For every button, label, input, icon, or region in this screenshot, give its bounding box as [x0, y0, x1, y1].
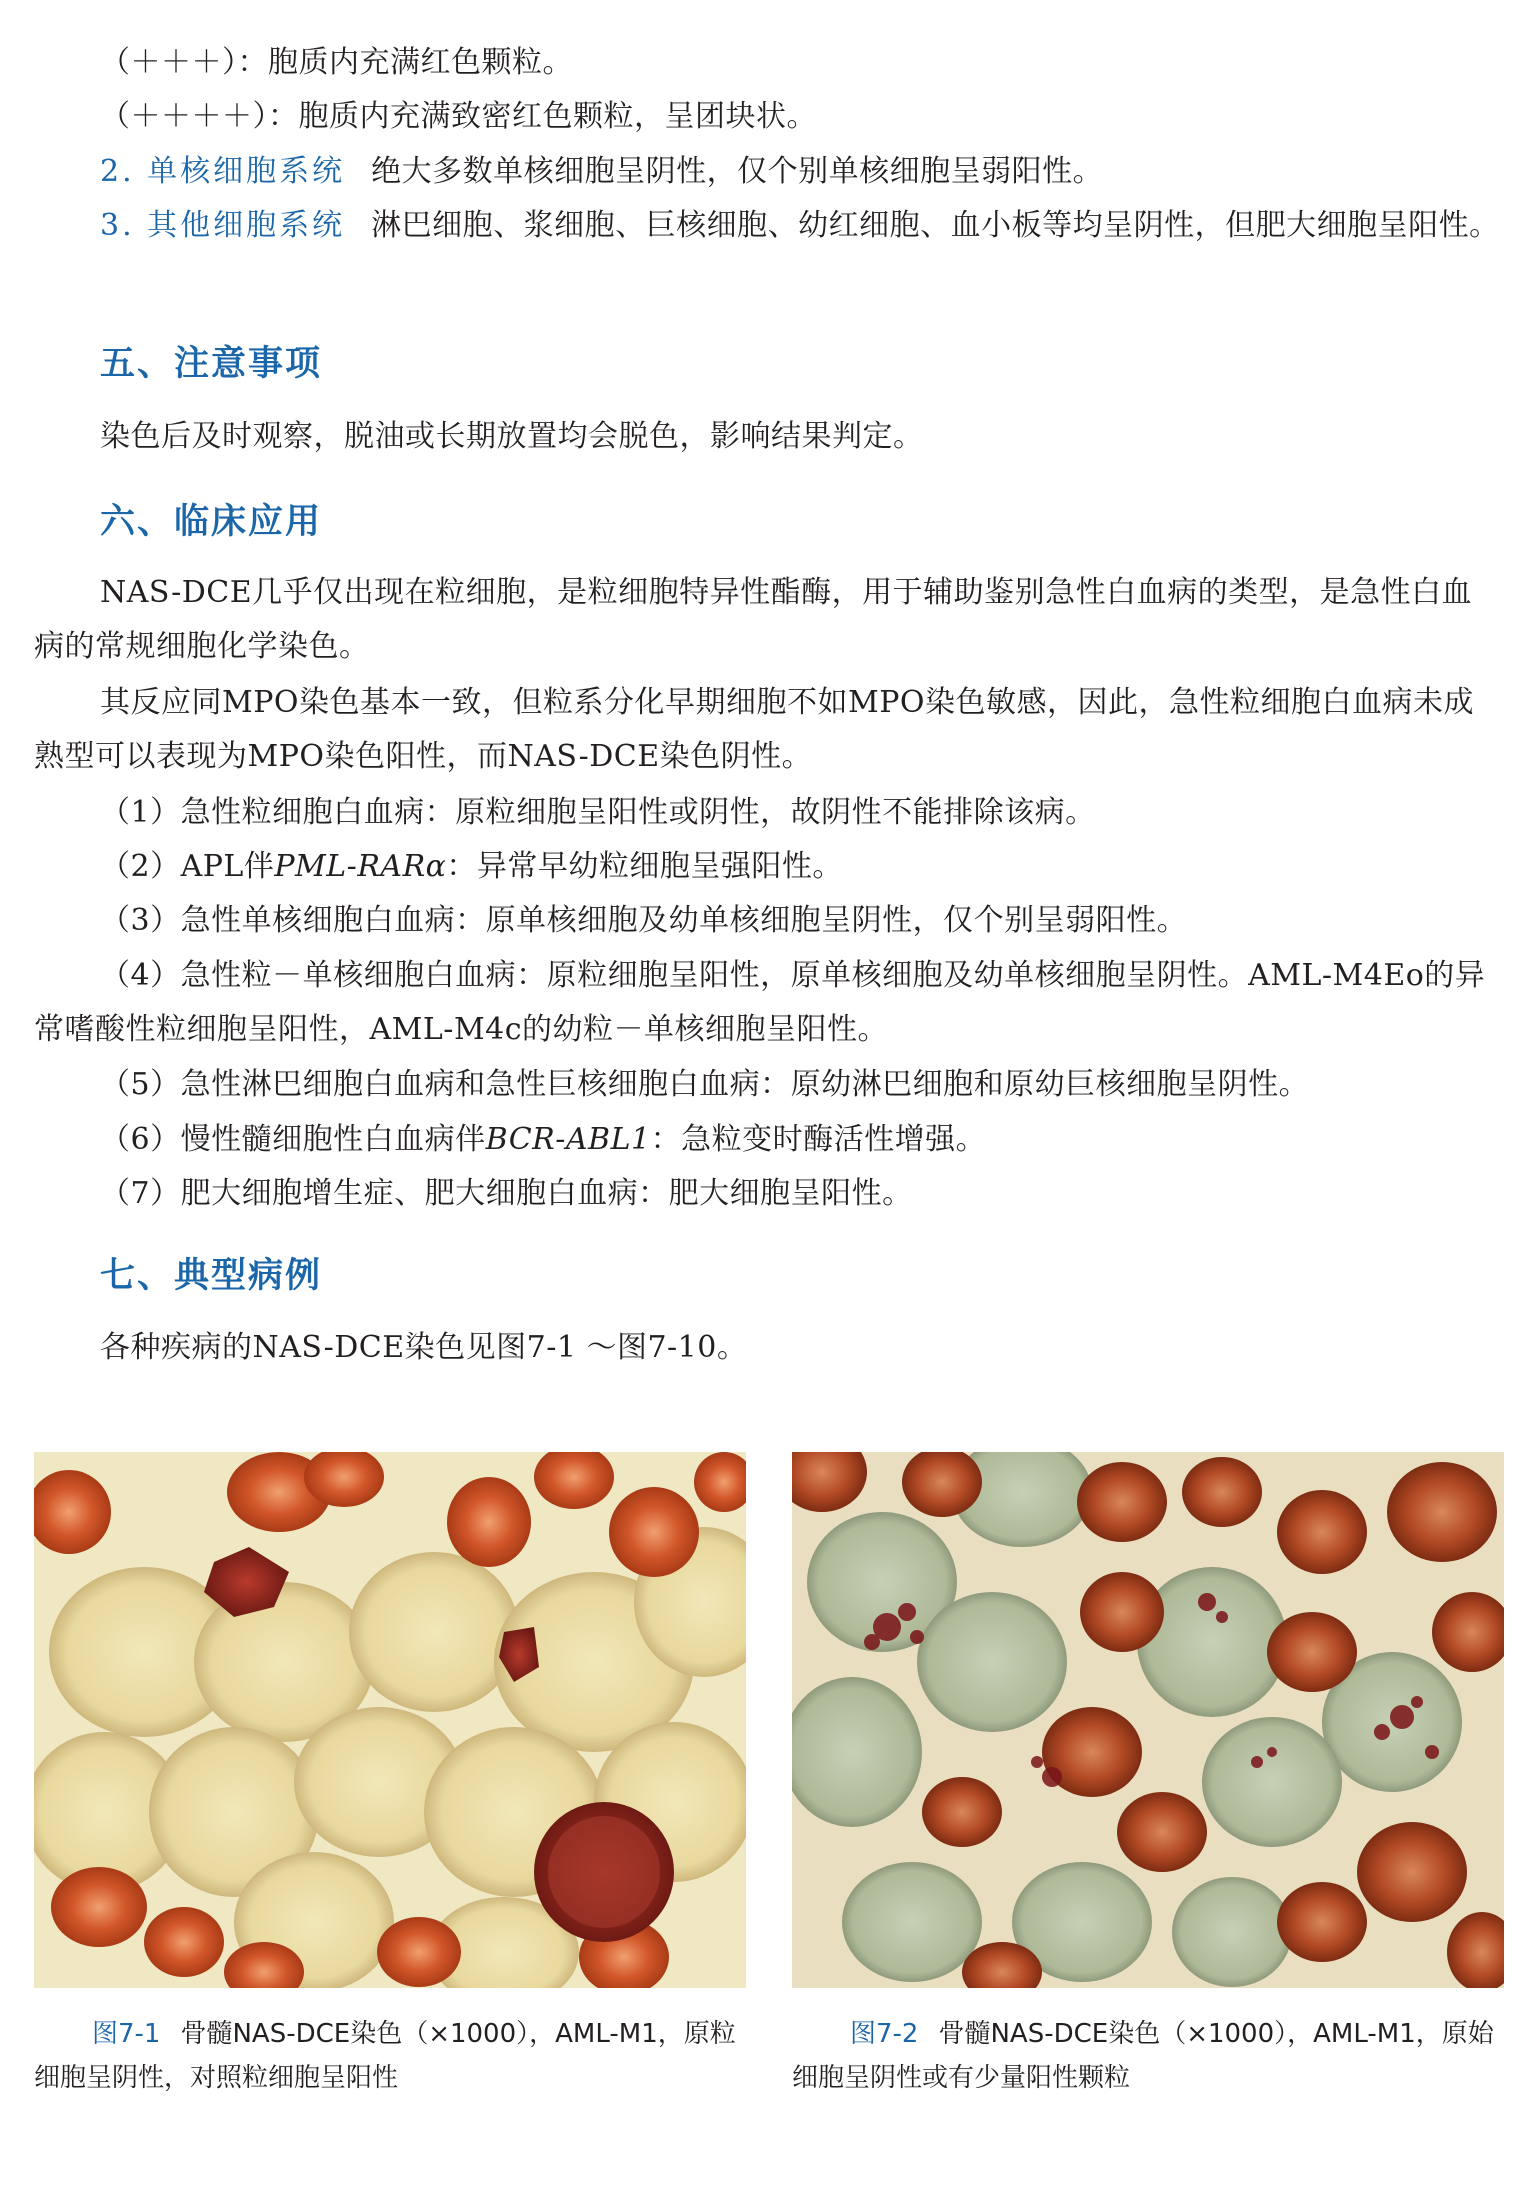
clinical-item-2-prefix: （2）APL伴: [100, 849, 275, 884]
figure-7-2: [792, 1452, 1504, 2100]
clinical-item-7: （7）肥大细胞增生症、肥大细胞白血病：肥大细胞呈阳性。: [100, 1176, 913, 1211]
micrograph-image-7-2: [792, 1452, 1504, 1988]
other-system-text: 淋巴细胞、浆细胞、巨核细胞、幼红细胞、血小板等均呈阴性，但肥大细胞呈阳性。: [371, 208, 1500, 243]
grade-3-line: （＋＋＋）：胞质内充满红色颗粒。: [100, 45, 573, 80]
clinical-item-6-gene: BCR-ABL1: [485, 1122, 651, 1157]
section-7-text: 各种疾病的NAS-DCE染色见图7-1 ～图7-10。: [100, 1330, 748, 1365]
clinical-item-2-gene: PML-RARα: [274, 849, 447, 884]
clinical-item-6-suffix: ：急粒变时酶活性增强。: [650, 1122, 987, 1157]
clinical-item-6-prefix: （6）慢性髓细胞性白血病伴: [100, 1122, 486, 1157]
mono-system-text: 绝大多数单核细胞呈阴性，仅个别单核细胞呈弱阳性。: [371, 154, 1104, 189]
section-5-heading: 五、注意事项: [100, 344, 323, 384]
section-6-heading: 六、临床应用: [100, 502, 323, 542]
clinical-item-2-suffix: ：异常早幼粒细胞呈强阳性。: [446, 849, 843, 884]
clinical-item-2: [34, 840, 1502, 894]
other-system-label: 3. 其他细胞系统: [100, 208, 346, 243]
other-system-paragraph: [34, 199, 1502, 253]
figure-7-1: [34, 1452, 746, 2100]
mono-system-paragraph: [34, 145, 1502, 199]
figure-7-1-caption: [34, 2012, 746, 2100]
section-7-heading: 七、典型病例: [100, 1256, 323, 1296]
section-5-text: 染色后及时观察，脱油或长期放置均会脱色，影响结果判定。: [100, 419, 924, 454]
figure-7-2-caption: [792, 2012, 1504, 2100]
figure-7-2-caption-text: 骨髓NAS-DCE染色（×1000），AML-M1，原始细胞呈阴性或有少量阳性颗粒: [792, 2019, 1494, 2093]
clinical-item-3: （3）急性单核细胞白血病：原单核细胞及幼单核细胞呈阴性，仅个别呈弱阳性。: [100, 903, 1188, 938]
section-6-paragraph-1: NAS-DCE几乎仅出现在粒细胞，是粒细胞特异性酯酶，用于辅助鉴别急性白血病的类型，是急性白血病的常规细胞化学染色。: [34, 575, 1473, 664]
figure-7-1-caption-text: 骨髓NAS-DCE染色（×1000），AML-M1，原粒细胞呈阴性，对照粒细胞呈阳性: [34, 2019, 736, 2093]
section-6-paragraph-2: 其反应同MPO染色基本一致，但粒系分化早期细胞不如MPO染色敏感，因此，急性粒细胞白血病未成熟型可以表现为MPO染色阳性，而NAS-DCE染色阴性。: [34, 685, 1474, 774]
micrograph-image-7-1: [34, 1452, 746, 1988]
clinical-item-4: （4）急性粒－单核细胞白血病：原粒细胞呈阳性，原单核细胞及幼单核细胞呈阴性。AML-M4Eo的异常嗜酸性粒细胞呈阳性，AML-M4c的幼粒－单核细胞呈阳性。: [34, 958, 1486, 1047]
clinical-item-1: （1）急性粒细胞白血病：原粒细胞呈阳性或阴性，故阴性不能排除该病。: [100, 795, 1096, 830]
mono-system-label: 2. 单核细胞系统: [100, 154, 346, 189]
figure-7-2-label: 图7-2: [850, 2019, 919, 2049]
grade-4-line: （＋＋＋＋）：胞质内充满致密红色颗粒，呈团块状。: [100, 99, 817, 134]
figure-7-1-label: 图7-1: [92, 2019, 161, 2049]
clinical-item-5: （5）急性淋巴细胞白血病和急性巨核细胞白血病：原幼淋巴细胞和原幼巨核细胞呈阴性。: [100, 1067, 1310, 1102]
clinical-item-6: [34, 1113, 1502, 1167]
